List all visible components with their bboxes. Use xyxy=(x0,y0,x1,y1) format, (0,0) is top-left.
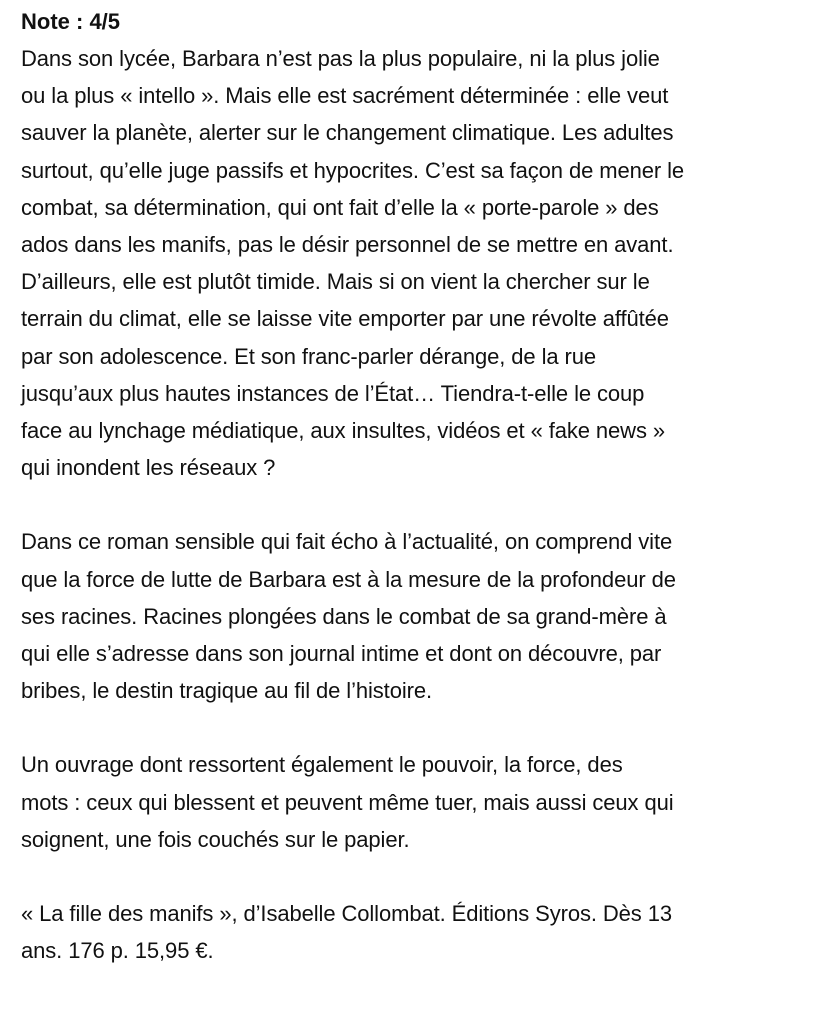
text-line: surtout, qu’elle juge passifs et hypocrites. C’est sa façon de mener le xyxy=(21,157,685,183)
text-line: terrain du climat, elle se laisse vite emporter par une révolte affûtée xyxy=(21,306,669,332)
text-line: ses racines. Racines plongées dans le combat de sa grand-mère à xyxy=(21,603,667,629)
text-line: Dans son lycée, Barbara n’est pas la plus populaire, ni la plus jolie xyxy=(21,46,660,71)
text-line: bribes, le destin tragique au fil de l’histoire. xyxy=(21,678,432,704)
rating-note: Note : 4/5 xyxy=(21,9,121,34)
text-line: jusqu’aux plus hautes instances de l’État… Tiendra-t-elle le coup xyxy=(21,380,645,406)
text-line: Dans ce roman sensible qui fait écho à l’actualité, on comprend vite xyxy=(21,529,673,555)
text-line: qui inondent les réseaux ? xyxy=(21,455,276,481)
text-line: ans. 176 p. 15,95 €. xyxy=(21,938,214,964)
text-line: soignent, une fois couchés sur le papier. xyxy=(21,826,410,852)
text-line: « La fille des manifs », d’Isabelle Collombat. Éditions Syros. Dès 13 xyxy=(21,901,672,927)
text-line: par son adolescence. Et son franc-parler dérange, de la rue xyxy=(21,343,597,369)
text-line: combat, sa détermination, qui ont fait d’elle la « porte-parole » des xyxy=(21,194,659,220)
text-line: que la force de lutte de Barbara est à la mesure de la profondeur de xyxy=(21,566,676,592)
text-line: face au lynchage médiatique, aux insultes, vidéos et « fake news » xyxy=(21,418,666,444)
text-line: D’ailleurs, elle est plutôt timide. Mais si on vient la chercher sur le xyxy=(21,269,650,295)
text-line: qui elle s’adresse dans son journal intime et dont on découvre, par xyxy=(21,641,662,667)
text-line: sauver la planète, alerter sur le changement climatique. Les adultes xyxy=(21,120,674,146)
text-line: mots : ceux qui blessent et peuvent même tuer, mais aussi ceux qui xyxy=(21,789,674,815)
book-reference xyxy=(21,895,833,969)
text-line: ados dans les manifs, pas le désir personnel de se mettre en avant. xyxy=(21,232,674,258)
paragraph-conclusion xyxy=(21,746,833,858)
text-line: ou la plus « intello ». Mais elle est sacrément déterminée : elle veut xyxy=(21,83,669,109)
paragraph-analysis xyxy=(21,523,833,709)
text-line: Un ouvrage dont ressortent également le pouvoir, la force, des xyxy=(21,752,623,778)
review-article xyxy=(21,3,833,1006)
paragraph-summary xyxy=(21,40,833,486)
